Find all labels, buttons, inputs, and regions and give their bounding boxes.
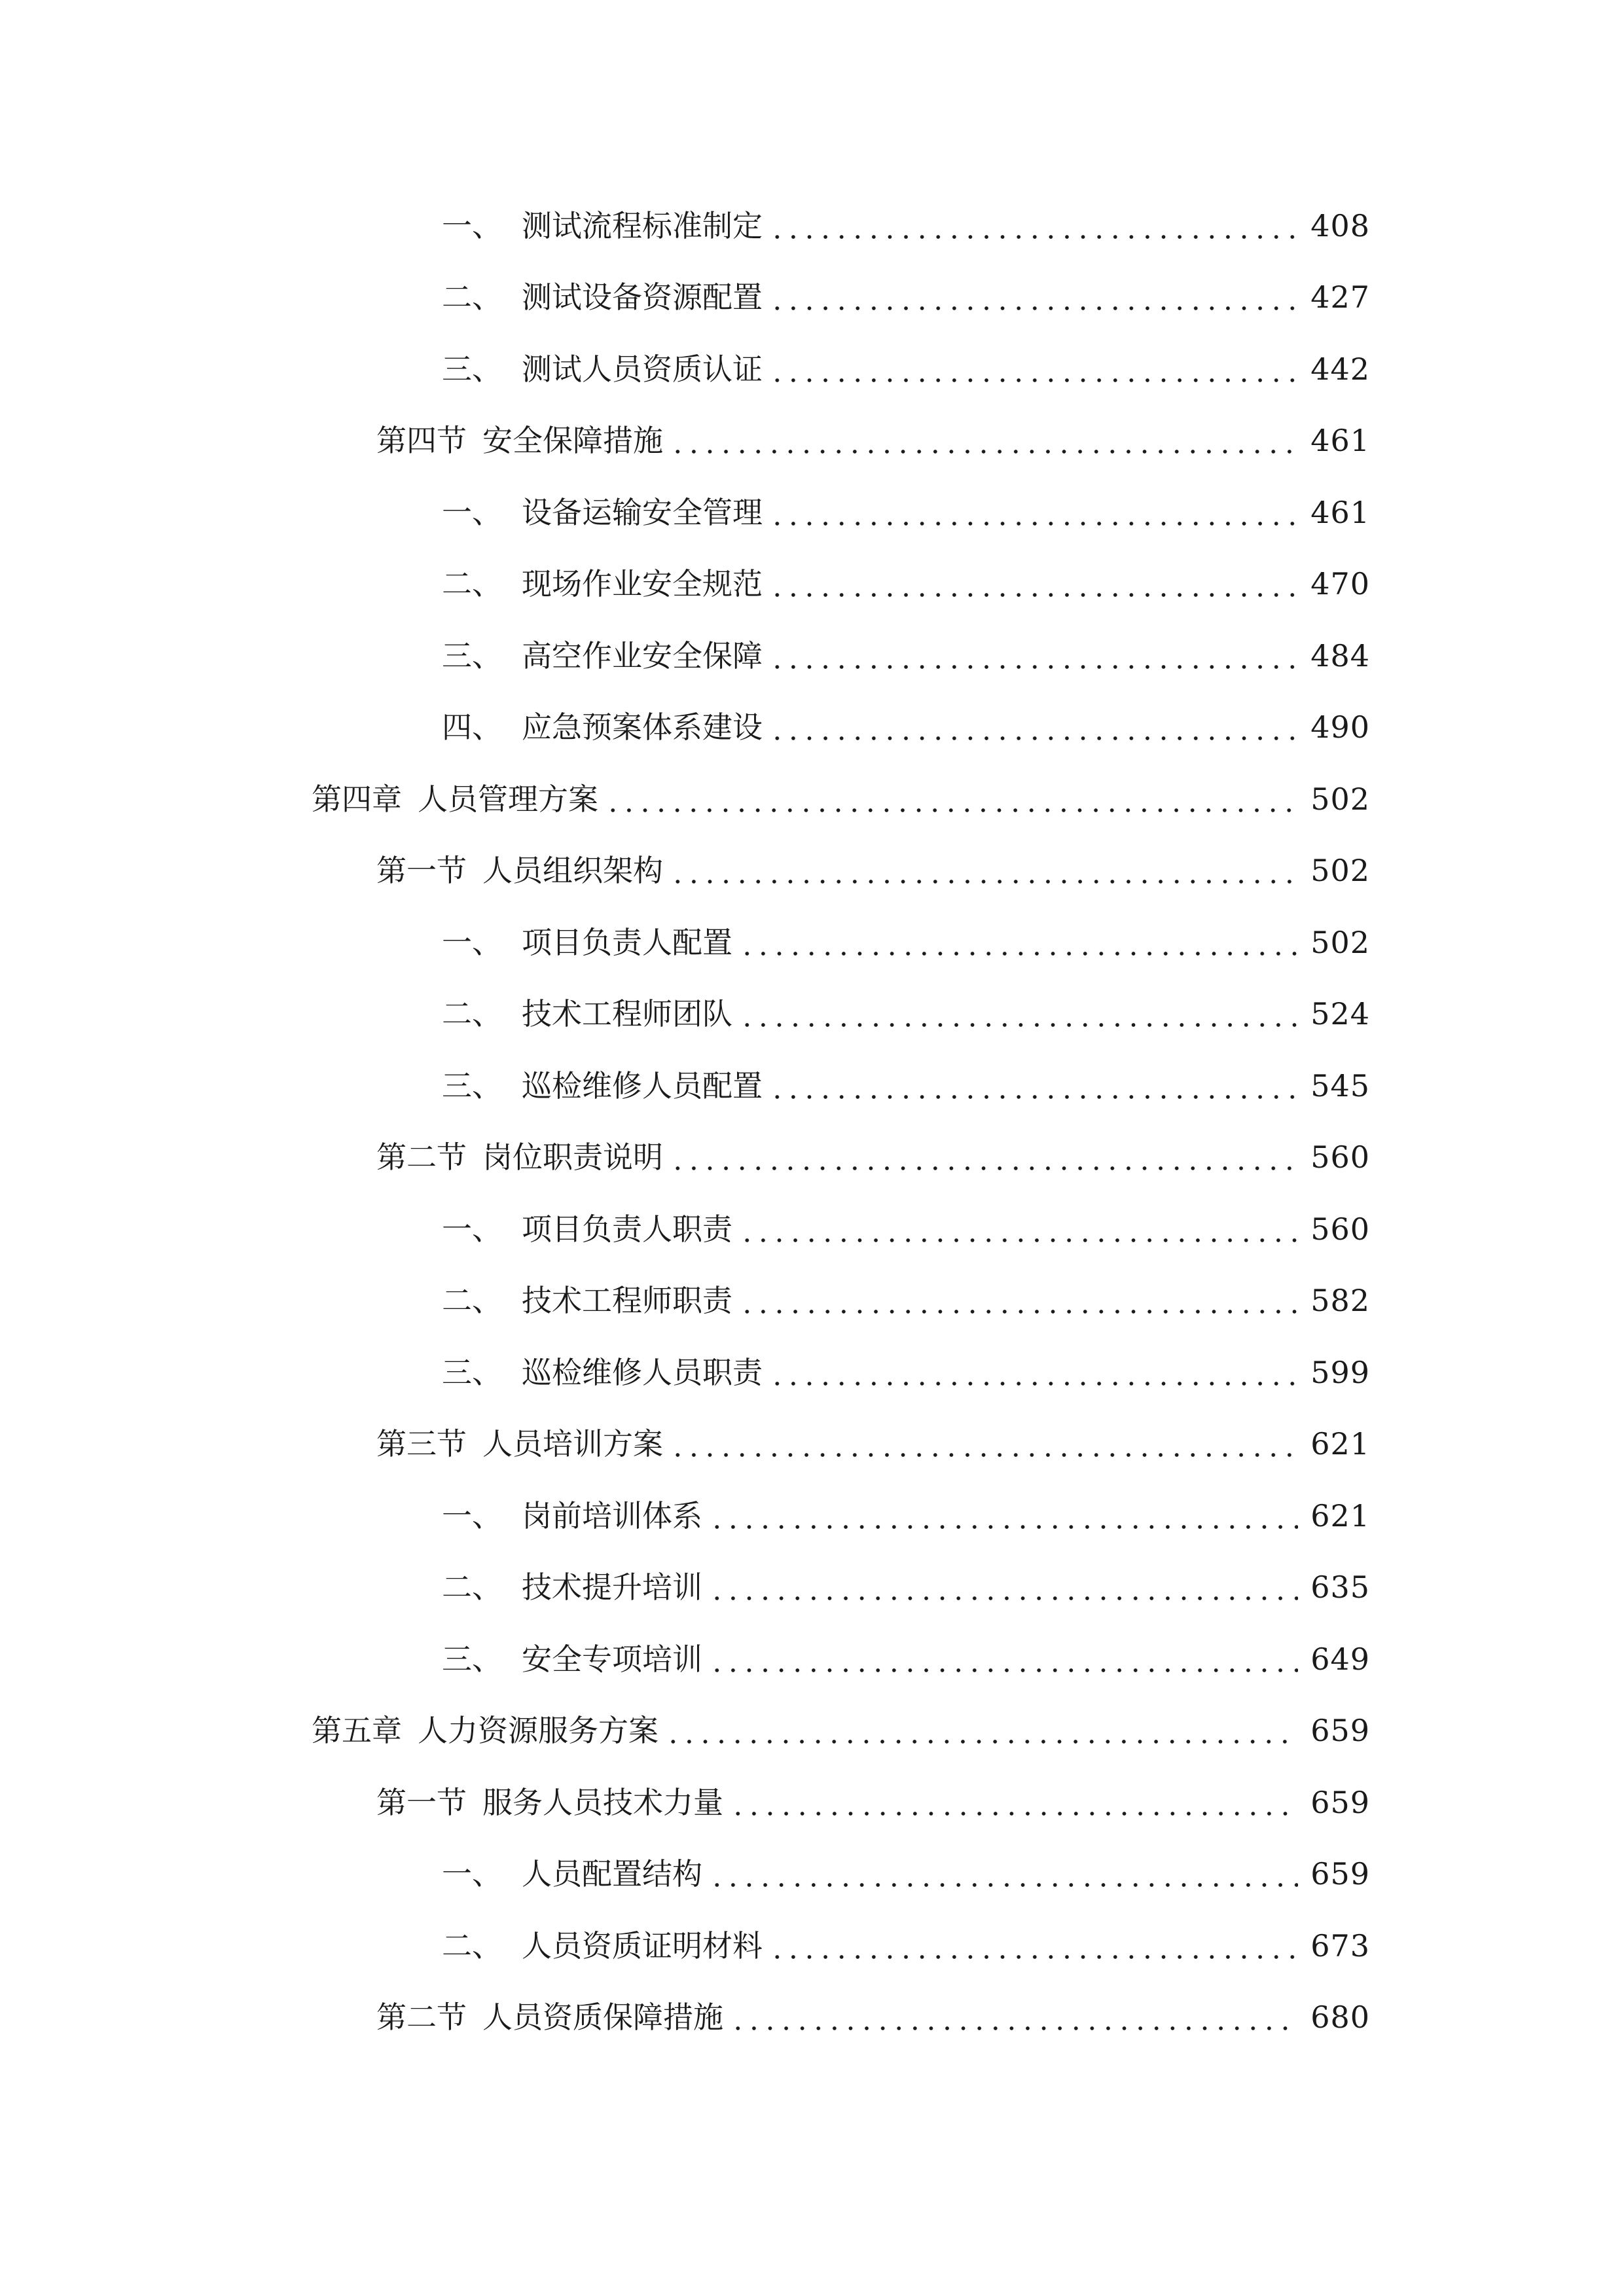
toc-entry[interactable] (0, 692, 1624, 764)
toc-entry-title: 人员配置结构 (522, 1856, 702, 1892)
toc-entry-title: 现场作业安全规范 (522, 566, 763, 602)
toc-entry-title: 安全保障措施 (482, 423, 663, 459)
toc-entry-title: 测试设备资源配置 (522, 279, 763, 315)
toc-entry-number: 三、 (442, 637, 502, 673)
toc-entry-page: 427 (1310, 279, 1370, 315)
toc-entry-title: 安全专项培训 (522, 1641, 702, 1677)
toc-entry-number: 一、 (442, 924, 502, 960)
toc-entry-title: 测试流程标准制定 (522, 207, 763, 243)
dot-leader (769, 1071, 1298, 1101)
dot-leader (739, 1214, 1298, 1244)
toc-section-entry[interactable] (0, 1767, 1624, 1839)
toc-section-entry[interactable] (0, 1408, 1624, 1480)
toc-entry-title: 巡检维修人员职责 (522, 1354, 763, 1390)
toc-entry[interactable] (0, 1623, 1624, 1695)
toc-entry-page: 599 (1310, 1354, 1370, 1390)
dot-leader (769, 354, 1298, 384)
toc-entry-number: 第五章 (312, 1713, 402, 1749)
toc-entry-page: 461 (1310, 494, 1370, 530)
dot-leader (670, 1142, 1298, 1172)
toc-entry-page: 461 (1310, 423, 1370, 459)
toc-entry-page: 673 (1310, 1928, 1370, 1964)
toc-entry[interactable] (0, 548, 1624, 620)
toc-entry-title: 应急预案体系建设 (522, 709, 763, 745)
dot-leader (769, 569, 1298, 599)
toc-entry-number: 一、 (442, 494, 502, 530)
toc-entry-number: 三、 (442, 1067, 502, 1103)
toc-entry-page: 621 (1310, 1498, 1370, 1534)
toc-entry-number: 第一节 (376, 1784, 467, 1820)
toc-entry-title: 人员组织架构 (482, 853, 663, 889)
toc-entry-page: 490 (1310, 709, 1370, 745)
toc-entry-number: 一、 (442, 1211, 502, 1247)
toc-entry-number: 第二节 (376, 1139, 467, 1175)
toc-entry[interactable] (0, 1265, 1624, 1337)
toc-entry-page: 649 (1310, 1641, 1370, 1677)
toc-entry-number: 三、 (442, 351, 502, 387)
dot-leader (605, 784, 1298, 814)
toc-entry-title: 巡检维修人员配置 (522, 1067, 763, 1103)
toc-entry-number: 二、 (442, 996, 502, 1032)
dot-leader (730, 2002, 1298, 2032)
dot-leader (769, 497, 1298, 528)
dot-leader (769, 712, 1298, 742)
toc-entry[interactable] (0, 333, 1624, 405)
toc-entry-number: 一、 (442, 1498, 502, 1534)
toc-entry[interactable] (0, 190, 1624, 262)
toc-entry-page: 470 (1310, 566, 1370, 602)
toc-entry-title: 项目负责人配置 (522, 924, 732, 960)
toc-section-entry[interactable] (0, 835, 1624, 907)
toc-entry[interactable] (0, 1050, 1624, 1122)
toc-entry-number: 二、 (442, 1928, 502, 1964)
toc-entry-page: 659 (1310, 1713, 1370, 1749)
toc-entry-title: 岗前培训体系 (522, 1498, 702, 1534)
toc-entry-title: 测试人员资质认证 (522, 351, 763, 387)
toc-entry-page: 560 (1310, 1211, 1370, 1247)
dot-leader (769, 282, 1298, 312)
toc-entry-title: 人员管理方案 (418, 781, 598, 817)
toc-entry-page: 635 (1310, 1570, 1370, 1605)
dot-leader (739, 999, 1298, 1029)
toc-entry[interactable] (0, 1910, 1624, 1982)
dot-leader (670, 425, 1298, 456)
toc-entry-title: 技术工程师团队 (522, 996, 732, 1032)
toc-entry-title: 项目负责人职责 (522, 1211, 732, 1247)
toc-entry-page: 442 (1310, 351, 1370, 387)
dot-leader (709, 1501, 1298, 1531)
table-of-contents (0, 190, 1624, 2053)
toc-entry-page: 545 (1310, 1067, 1370, 1103)
toc-entry[interactable] (0, 476, 1624, 548)
toc-entry-number: 第一节 (376, 853, 467, 889)
toc-entry-title: 人力资源服务方案 (418, 1713, 659, 1749)
dot-leader (739, 1285, 1298, 1316)
toc-entry-page: 524 (1310, 996, 1370, 1032)
toc-chapter-entry[interactable] (0, 763, 1624, 835)
toc-entry-number: 三、 (442, 1641, 502, 1677)
dot-leader (670, 855, 1298, 886)
dot-leader (709, 1644, 1298, 1674)
toc-entry[interactable] (0, 1336, 1624, 1408)
toc-entry-number: 一、 (442, 1856, 502, 1892)
toc-entry-title: 技术工程师职责 (522, 1283, 732, 1319)
toc-entry-number: 二、 (442, 566, 502, 602)
toc-entry-number: 第三节 (376, 1426, 467, 1462)
dot-leader (769, 641, 1298, 671)
toc-entry-page: 408 (1310, 207, 1370, 243)
toc-entry-title: 高空作业安全保障 (522, 637, 763, 673)
dot-leader (769, 1931, 1298, 1961)
toc-entry-number: 二、 (442, 279, 502, 315)
toc-entry-number: 二、 (442, 1283, 502, 1319)
toc-entry-number: 第二节 (376, 2000, 467, 2036)
dot-leader (739, 927, 1298, 958)
toc-entry[interactable] (0, 262, 1624, 334)
dot-leader (709, 1572, 1298, 1602)
toc-entry-title: 人员资质证明材料 (522, 1928, 763, 1964)
toc-entry-number: 三、 (442, 1354, 502, 1390)
toc-section-entry[interactable] (0, 405, 1624, 477)
toc-entry-page: 502 (1310, 924, 1370, 960)
toc-entry-page: 484 (1310, 637, 1370, 673)
toc-entry[interactable] (0, 1839, 1624, 1910)
toc-chapter-entry[interactable] (0, 1695, 1624, 1767)
dot-leader (769, 1357, 1298, 1388)
toc-entry[interactable] (0, 978, 1624, 1050)
toc-entry-page: 560 (1310, 1139, 1370, 1175)
dot-leader (665, 1715, 1298, 1746)
toc-entry-title: 设备运输安全管理 (522, 494, 763, 530)
toc-entry-page: 502 (1310, 781, 1370, 817)
toc-entry-title: 服务人员技术力量 (482, 1784, 723, 1820)
toc-entry-number: 二、 (442, 1570, 502, 1605)
toc-section-entry[interactable] (0, 1122, 1624, 1194)
toc-entry-title: 人员资质保障措施 (482, 2000, 723, 2036)
toc-entry-page: 502 (1310, 853, 1370, 889)
toc-section-entry[interactable] (0, 1982, 1624, 2054)
toc-entry[interactable] (0, 1480, 1624, 1552)
toc-entry-page: 659 (1310, 1784, 1370, 1820)
toc-entry-page: 659 (1310, 1856, 1370, 1892)
toc-entry-number: 第四节 (376, 423, 467, 459)
toc-entry-page: 680 (1310, 2000, 1370, 2036)
dot-leader (670, 1429, 1298, 1459)
toc-entry[interactable] (0, 1193, 1624, 1265)
toc-entry-number: 一、 (442, 207, 502, 243)
toc-entry-title: 技术提升培训 (522, 1570, 702, 1605)
toc-entry-page: 621 (1310, 1426, 1370, 1462)
toc-entry[interactable] (0, 1552, 1624, 1624)
toc-entry[interactable] (0, 906, 1624, 978)
toc-entry-title: 岗位职责说明 (482, 1139, 663, 1175)
toc-entry-page: 582 (1310, 1283, 1370, 1319)
dot-leader (730, 1787, 1298, 1818)
toc-entry-title: 人员培训方案 (482, 1426, 663, 1462)
toc-entry-number: 四、 (442, 709, 502, 745)
dot-leader (709, 1859, 1298, 1889)
toc-entry-number: 第四章 (312, 781, 402, 817)
toc-entry[interactable] (0, 620, 1624, 692)
dot-leader (769, 211, 1298, 241)
